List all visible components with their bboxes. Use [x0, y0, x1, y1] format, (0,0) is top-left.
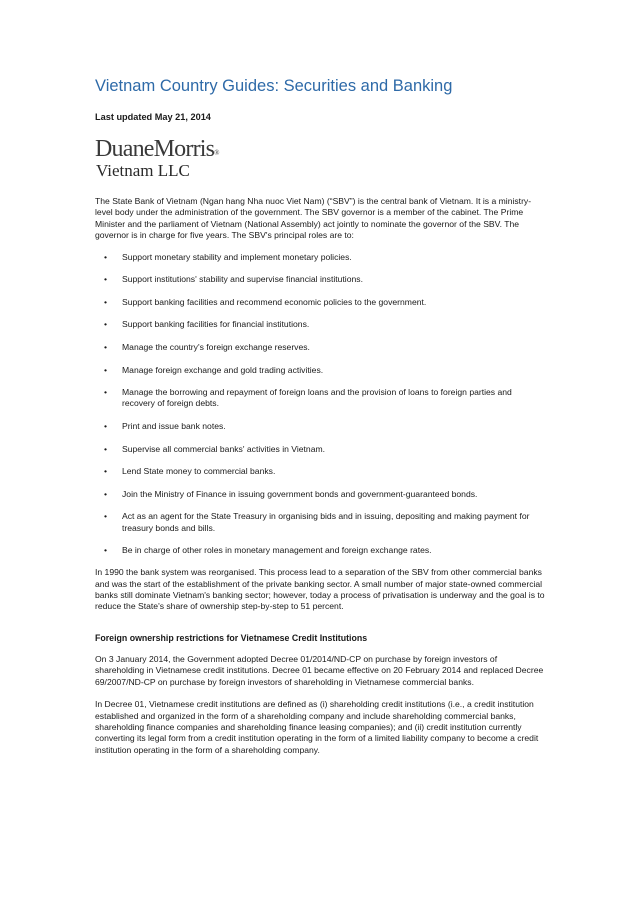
bullet-icon: • [104, 251, 108, 262]
list-item [95, 342, 545, 353]
decree-adoption-paragraph: On 3 January 2014, the Government adopted Decree 01/2014/ND-CP on purchase by foreign investors of shareholding in Vietnamese credit institutions. Decree 01 became effective on 20 February 2014 and replaced Decree 69/2007/ND-CP on purchase by foreign investors of shareholding in Vietnamese commercial banks. [95, 653, 544, 687]
list-item [95, 466, 545, 477]
banking-history-paragraph: In 1990 the bank system was reorganised. This process lead to a separation of the SBV from other commercial banks and was the start of the establishment of the private banking sector. A small number of major state-owned commercial banks still dominate Vietnam's banking sector; however, today a process of privatisation is underway and the goal is to reduce the State's share of ownership step-by-step to 51 percent. [95, 567, 545, 612]
duane-morris-logo [95, 137, 245, 181]
list-item-text: Manage the borrowing and repayment of foreign loans and the provision of loans to foreign parties and recovery of foreign debts. [122, 387, 512, 409]
bullet-icon: • [104, 488, 108, 499]
list-item [95, 489, 545, 500]
logo-registered-mark: ® [214, 149, 219, 157]
intro-paragraph: The State Bank of Vietnam (Ngan hang Nha nuoc Viet Nam) (“SBV”) is the central bank of Vietnam. It is a ministry-level body under the administration of the government. The SBV governor is a member of the cabinet. The Prime Minister and the parliament of Vietnam (National Assembly) act jointly to nominate the governor of the SBV. The governor is in charge for five years. The SBV's principal roles are to: [95, 196, 532, 241]
bullet-icon: • [104, 466, 108, 477]
list-item [95, 297, 545, 308]
bullet-icon: • [104, 319, 108, 330]
bullet-icon: • [104, 420, 108, 431]
bullet-icon: • [104, 296, 108, 307]
bullet-icon: • [104, 443, 108, 454]
list-item [95, 387, 545, 409]
logo-subtitle: Vietnam LLC [96, 161, 190, 180]
logo-wordmark [95, 137, 219, 161]
page-title: Vietnam Country Guides: Securities and Banking [95, 77, 453, 95]
list-item-text: Support banking facilities and recommend economic policies to the government. [122, 296, 427, 307]
bullet-icon: • [104, 387, 108, 398]
last-updated: Last updated May 21, 2014 [95, 112, 211, 122]
list-item-text: Manage foreign exchange and gold trading activities. [122, 364, 324, 375]
list-item-text: Lend State money to commercial banks. [122, 466, 276, 477]
document-page [95, 76, 545, 756]
list-item [95, 444, 545, 455]
list-item-text: Be in charge of other roles in monetary management and foreign exchange rates. [122, 545, 432, 556]
list-item-text: Manage the country's foreign exchange reserves. [122, 342, 310, 352]
bullet-icon: • [104, 274, 108, 285]
list-item-text: Support banking facilities for financial institutions. [122, 319, 310, 330]
list-item-text: Act as an agent for the State Treasury in organising bids and in issuing, depositing and making payment for treasury bonds and bills. [122, 511, 530, 533]
sbv-roles-list [95, 252, 545, 557]
list-item-text: Support monetary stability and implement monetary policies. [122, 251, 352, 262]
list-item [95, 252, 545, 263]
list-item [95, 421, 545, 432]
bullet-icon: • [104, 511, 108, 522]
bullet-icon: • [104, 342, 108, 352]
list-item [95, 274, 545, 285]
logo-wordmark-text: DuaneMorris [95, 136, 215, 162]
decree-definition-paragraph: In Decree 01, Vietnamese credit institutions are defined as (i) shareholding credit institutions (i.e., a credit institution established and organized in the form of a shareholding company and include shareholding commercial banks, shareholding finance companies and shareholding finance leasing companies); and (ii) credit institution currently converting its legal form from a credit institution operating in the form of a limited liability company to become a credit institution operating in the form of a shareholding company. [95, 699, 539, 755]
list-item-text: Print and issue bank notes. [122, 420, 226, 431]
list-item-text: Join the Ministry of Finance in issuing government bonds and government-guaranteed bonds. [122, 488, 478, 499]
bullet-icon: • [104, 364, 108, 375]
list-item-text: Support institutions' stability and supervise financial institutions. [122, 274, 363, 285]
list-item [95, 545, 545, 556]
list-item [95, 511, 545, 533]
list-item [95, 365, 545, 376]
section-heading: Foreign ownership restrictions for Vietnamese Credit Institutions [95, 632, 368, 643]
bullet-icon: • [104, 545, 108, 556]
list-item [95, 319, 545, 330]
list-item-text: Supervise all commercial banks' activities in Vietnam. [122, 443, 326, 454]
